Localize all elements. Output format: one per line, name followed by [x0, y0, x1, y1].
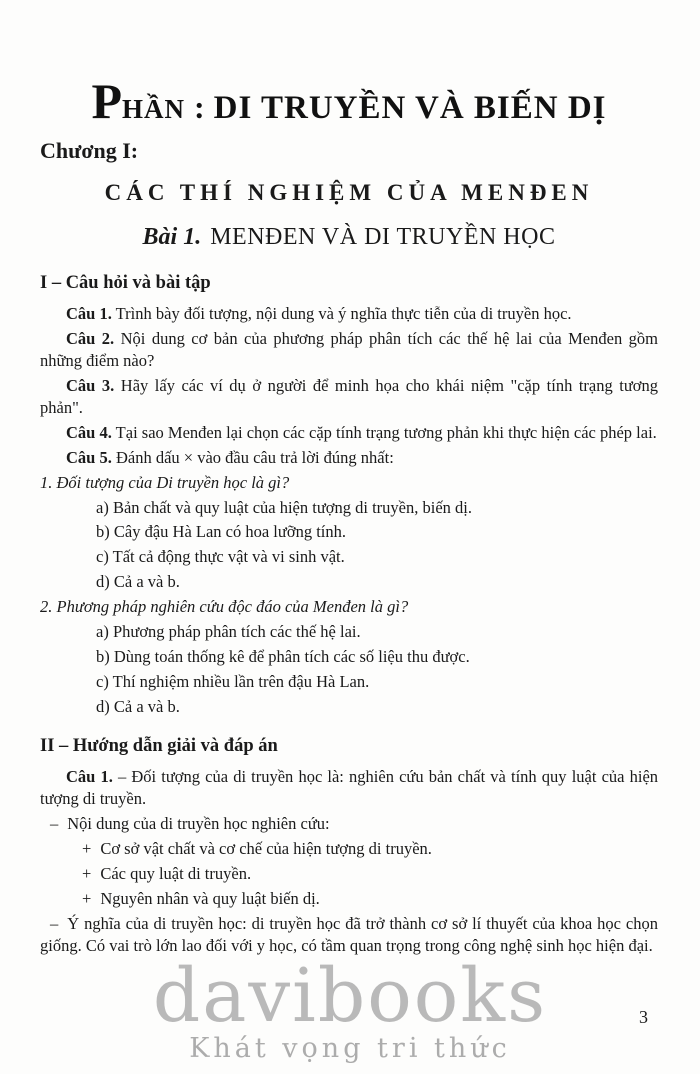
mcq-option: a) Bản chất và quy luật của hiện tượng di truyền, biến dị. — [96, 497, 472, 517]
question-label: Câu 4. — [66, 422, 112, 442]
answer-text: – Đối tượng của di truyền học là: nghiên cứu bản chất và tính quy luật của hiện tượng di truyền. — [40, 766, 659, 808]
question-text: Hãy lấy các ví dụ ở người để minh họa cho khái niệm "cặp tính trạng tương phản". — [40, 375, 659, 417]
list-item-plus — [82, 838, 658, 860]
page-number: 3 — [639, 1007, 648, 1027]
mcq-option: b) Dùng toán thống kê để phân tích các số liệu thu được. — [96, 647, 470, 667]
question-item — [40, 375, 658, 419]
section1-heading: I – Câu hỏi và bài tập — [40, 273, 211, 293]
lesson-title — [40, 224, 658, 251]
list-item-plus — [82, 888, 658, 910]
question-text: Nội dung cơ bản của phương pháp phân tích các thế hệ lai của Menđen gồm những điểm nào? — [40, 328, 658, 370]
list-text: Nội dung của di truyền học nghiên cứu: — [67, 813, 330, 833]
mcq-stem: 1. Đối tượng của Di truyền học là gì? — [40, 472, 290, 492]
question-item — [40, 328, 658, 372]
part-title-separator: : — [194, 89, 205, 125]
question-text: Đánh dấu × vào đầu câu trả lời đúng nhất: — [115, 447, 394, 467]
list-text: Ý nghĩa của di truyền học: di truyền học đã trở thành cơ sở lí thuyết của khoa học chọn giống. Có vai trò lớn lao đối với y học, có tầm quan trọng trong công nghệ sinh học hiện đại. — [40, 913, 658, 955]
mcq-option: a) Phương pháp phân tích các thế hệ lai. — [96, 622, 361, 642]
question-text: Tại sao Menđen lại chọn các cặp tính trạng tương phản khi thực hiện các phép lai. — [115, 422, 657, 442]
question-label: Câu 1. — [66, 304, 112, 323]
list-item-plus — [82, 863, 658, 885]
mcq-stem: 2. Phương pháp nghiên cứu độc đáo của Menđen là gì? — [40, 597, 409, 617]
question-text: Trình bày đối tượng, nội dung và ý nghĩa thực tiễn của di truyền học. — [115, 304, 572, 323]
list-item-dash — [40, 813, 658, 835]
part-title-initial: P — [91, 73, 122, 129]
watermark-text: davibooks — [152, 953, 548, 1039]
page-content — [40, 73, 659, 956]
mcq-option: c) Tất cả động thực vật và vi sinh vật. — [96, 547, 345, 567]
answer-label: Câu 1. — [66, 766, 113, 786]
list-marker: + — [82, 863, 92, 883]
question-label: Câu 5. — [66, 447, 112, 467]
chapter-title: CÁC THÍ NGHIỆM CỦA MENĐEN — [104, 180, 594, 205]
watermark-tagline: Khát vọng tri thức — [189, 1033, 511, 1064]
list-marker: + — [82, 888, 92, 908]
mcq-option: c) Thí nghiệm nhiều lần trên đậu Hà Lan. — [96, 672, 370, 692]
question-item — [40, 447, 658, 469]
part-title — [40, 73, 658, 129]
lesson-title-text: MENĐEN VÀ DI TRUYỀN HỌC — [210, 224, 556, 250]
part-title-smallcaps: HẦN — [122, 94, 185, 124]
list-marker: – — [50, 913, 59, 933]
list-text: Các quy luật di truyền. — [100, 863, 252, 883]
list-text: Cơ sở vật chất và cơ chế của hiện tượng di truyền. — [100, 838, 432, 858]
answer-paragraph — [40, 766, 658, 810]
list-item-dash — [40, 913, 658, 957]
list-text: Nguyên nhân và quy luật biến dị. — [100, 888, 320, 908]
watermark — [0, 953, 700, 1064]
mcq-option: d) Cả a và b. — [96, 697, 180, 716]
question-item — [40, 303, 658, 325]
lesson-label: Bài 1. — [142, 224, 202, 250]
list-marker: + — [82, 838, 92, 858]
question-label: Câu 3. — [66, 375, 115, 395]
question-label: Câu 2. — [66, 328, 115, 348]
part-title-main: DI TRUYỀN VÀ BIẾN DỊ — [213, 90, 607, 126]
question-item — [40, 422, 658, 444]
mcq-option: b) Cây đậu Hà Lan có hoa lưỡng tính. — [96, 522, 346, 542]
list-marker: – — [50, 813, 59, 833]
section2-heading: II – Hướng dẫn giải và đáp án — [40, 735, 278, 756]
mcq-option: d) Cả a và b. — [96, 572, 180, 592]
chapter-label: Chương I: — [40, 138, 139, 163]
